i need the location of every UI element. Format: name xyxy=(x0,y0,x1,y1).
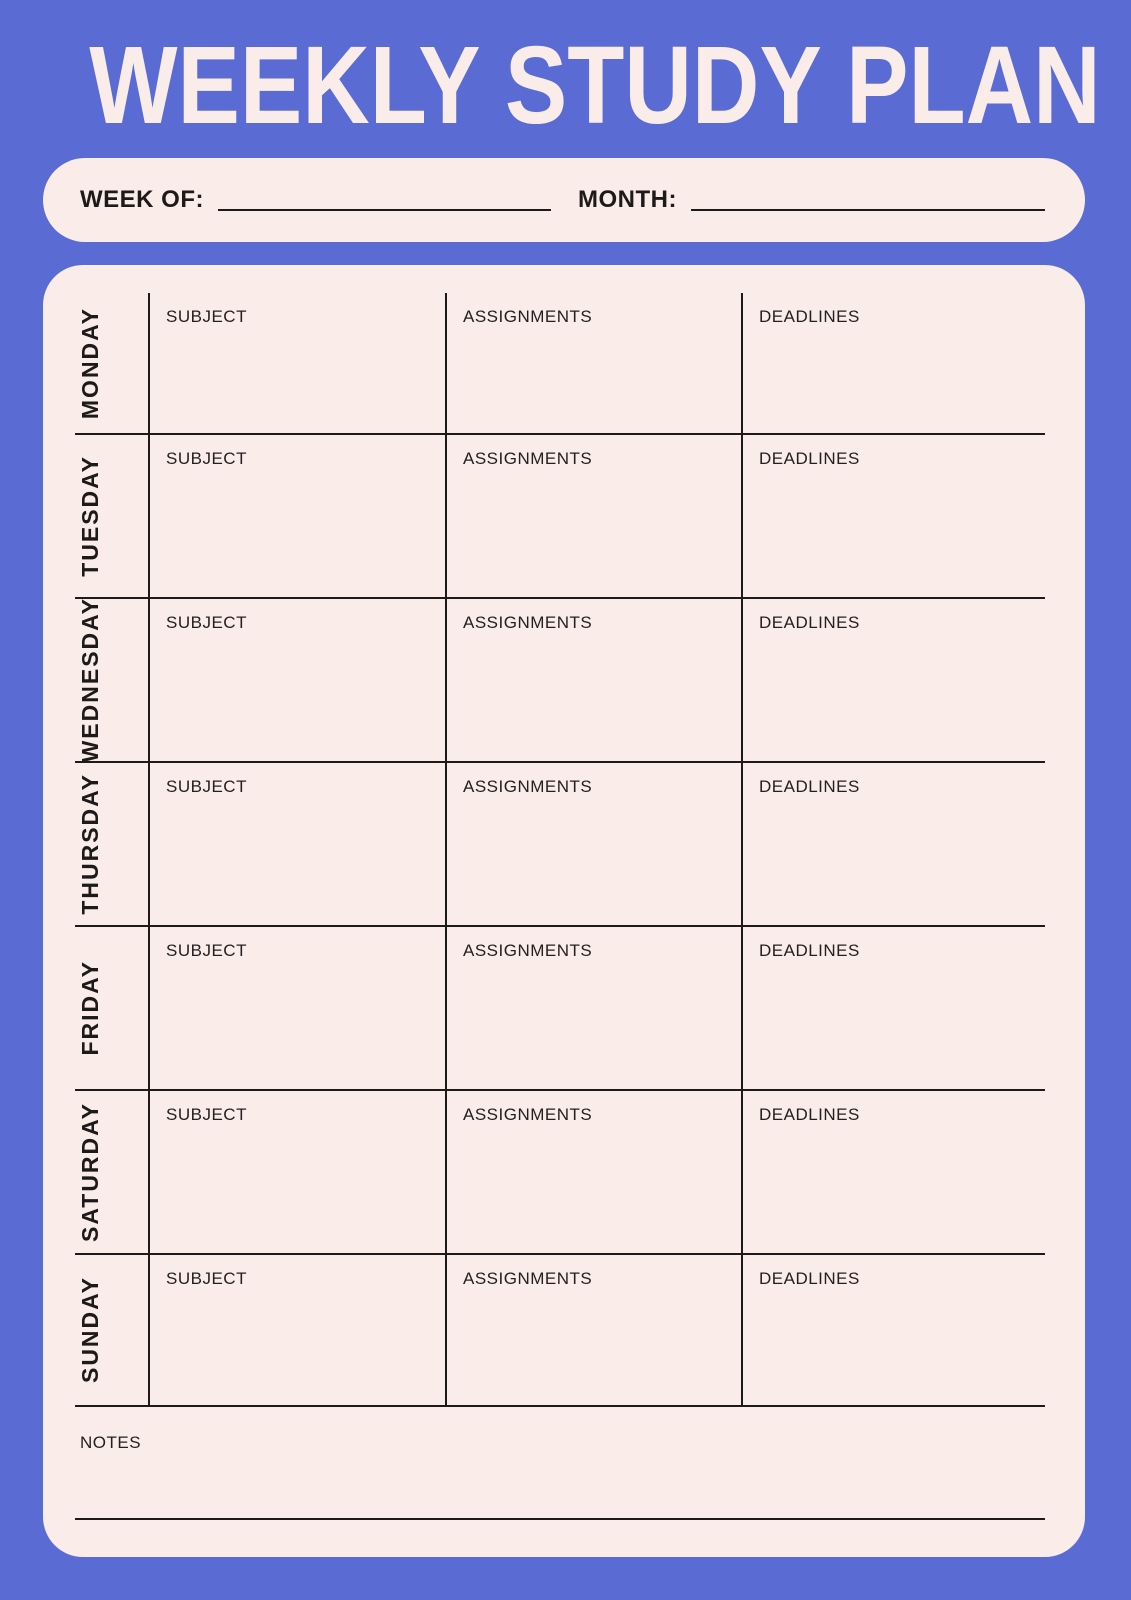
deadlines-cell[interactable] xyxy=(741,599,1045,761)
deadlines-header: DEADLINES xyxy=(759,777,860,796)
day-label: SATURDAY xyxy=(77,1102,103,1242)
subject-cell[interactable] xyxy=(148,1091,445,1253)
day-label-cell xyxy=(75,1255,148,1405)
assignments-cell[interactable] xyxy=(445,927,741,1089)
week-of-input-line[interactable] xyxy=(218,209,551,211)
table-row-saturday xyxy=(75,1091,1045,1255)
deadlines-header: DEADLINES xyxy=(759,1269,860,1288)
assignments-cell[interactable] xyxy=(445,1255,741,1405)
day-label-cell xyxy=(75,435,148,597)
deadlines-header: DEADLINES xyxy=(759,307,860,326)
subject-cell[interactable] xyxy=(148,293,445,433)
subject-header: SUBJECT xyxy=(166,307,247,326)
day-label: FRIDAY xyxy=(77,960,103,1056)
subject-cell[interactable] xyxy=(148,599,445,761)
deadlines-header: DEADLINES xyxy=(759,941,860,960)
table-row-tuesday xyxy=(75,435,1045,599)
assignments-cell[interactable] xyxy=(445,599,741,761)
subject-header: SUBJECT xyxy=(166,1269,247,1288)
deadlines-cell[interactable] xyxy=(741,1091,1045,1253)
subject-header: SUBJECT xyxy=(166,941,247,960)
month-label: MONTH: xyxy=(578,186,677,213)
day-label: WEDNESDAY xyxy=(77,597,103,763)
month-input-line[interactable] xyxy=(691,209,1045,211)
assignments-header: ASSIGNMENTS xyxy=(463,307,593,326)
assignments-cell[interactable] xyxy=(445,763,741,925)
planner-table xyxy=(75,293,1045,1520)
table-row-wednesday xyxy=(75,599,1045,763)
day-label: THURSDAY xyxy=(77,773,103,915)
week-month-bar xyxy=(43,158,1085,242)
subject-header: SUBJECT xyxy=(166,1105,247,1124)
deadlines-cell[interactable] xyxy=(741,763,1045,925)
assignments-header: ASSIGNMENTS xyxy=(463,1269,593,1288)
planner-panel xyxy=(43,265,1085,1557)
day-label: TUESDAY xyxy=(77,455,103,577)
subject-cell[interactable] xyxy=(148,435,445,597)
assignments-header: ASSIGNMENTS xyxy=(463,777,593,796)
assignments-cell[interactable] xyxy=(445,1091,741,1253)
assignments-header: ASSIGNMENTS xyxy=(463,941,593,960)
assignments-header: ASSIGNMENTS xyxy=(463,1105,593,1124)
day-label-cell xyxy=(75,1091,148,1253)
notes-label: NOTES xyxy=(80,1433,142,1452)
day-label: MONDAY xyxy=(77,306,103,420)
subject-header: SUBJECT xyxy=(166,449,247,468)
deadlines-header: DEADLINES xyxy=(759,613,860,632)
notes-section[interactable] xyxy=(75,1407,1045,1520)
day-label-cell xyxy=(75,927,148,1089)
deadlines-cell[interactable] xyxy=(741,1255,1045,1405)
page-title: WEEKLY STUDY PLAN xyxy=(89,24,1101,147)
deadlines-cell[interactable] xyxy=(741,293,1045,433)
day-label-cell xyxy=(75,599,148,761)
table-row-thursday xyxy=(75,763,1045,927)
subject-cell[interactable] xyxy=(148,1255,445,1405)
assignments-cell[interactable] xyxy=(445,435,741,597)
table-row-monday xyxy=(75,293,1045,435)
subject-cell[interactable] xyxy=(148,763,445,925)
table-row-sunday xyxy=(75,1255,1045,1407)
day-label-cell xyxy=(75,293,148,433)
subject-cell[interactable] xyxy=(148,927,445,1089)
assignments-header: ASSIGNMENTS xyxy=(463,449,593,468)
table-row-friday xyxy=(75,927,1045,1091)
deadlines-cell[interactable] xyxy=(741,927,1045,1089)
deadlines-cell[interactable] xyxy=(741,435,1045,597)
assignments-header: ASSIGNMENTS xyxy=(463,613,593,632)
assignments-cell[interactable] xyxy=(445,293,741,433)
day-label: SUNDAY xyxy=(77,1276,103,1384)
subject-header: SUBJECT xyxy=(166,777,247,796)
day-label-cell xyxy=(75,763,148,925)
subject-header: SUBJECT xyxy=(166,613,247,632)
week-of-label: WEEK OF: xyxy=(80,186,204,213)
page-title-wrap xyxy=(0,24,1131,147)
deadlines-header: DEADLINES xyxy=(759,449,860,468)
deadlines-header: DEADLINES xyxy=(759,1105,860,1124)
